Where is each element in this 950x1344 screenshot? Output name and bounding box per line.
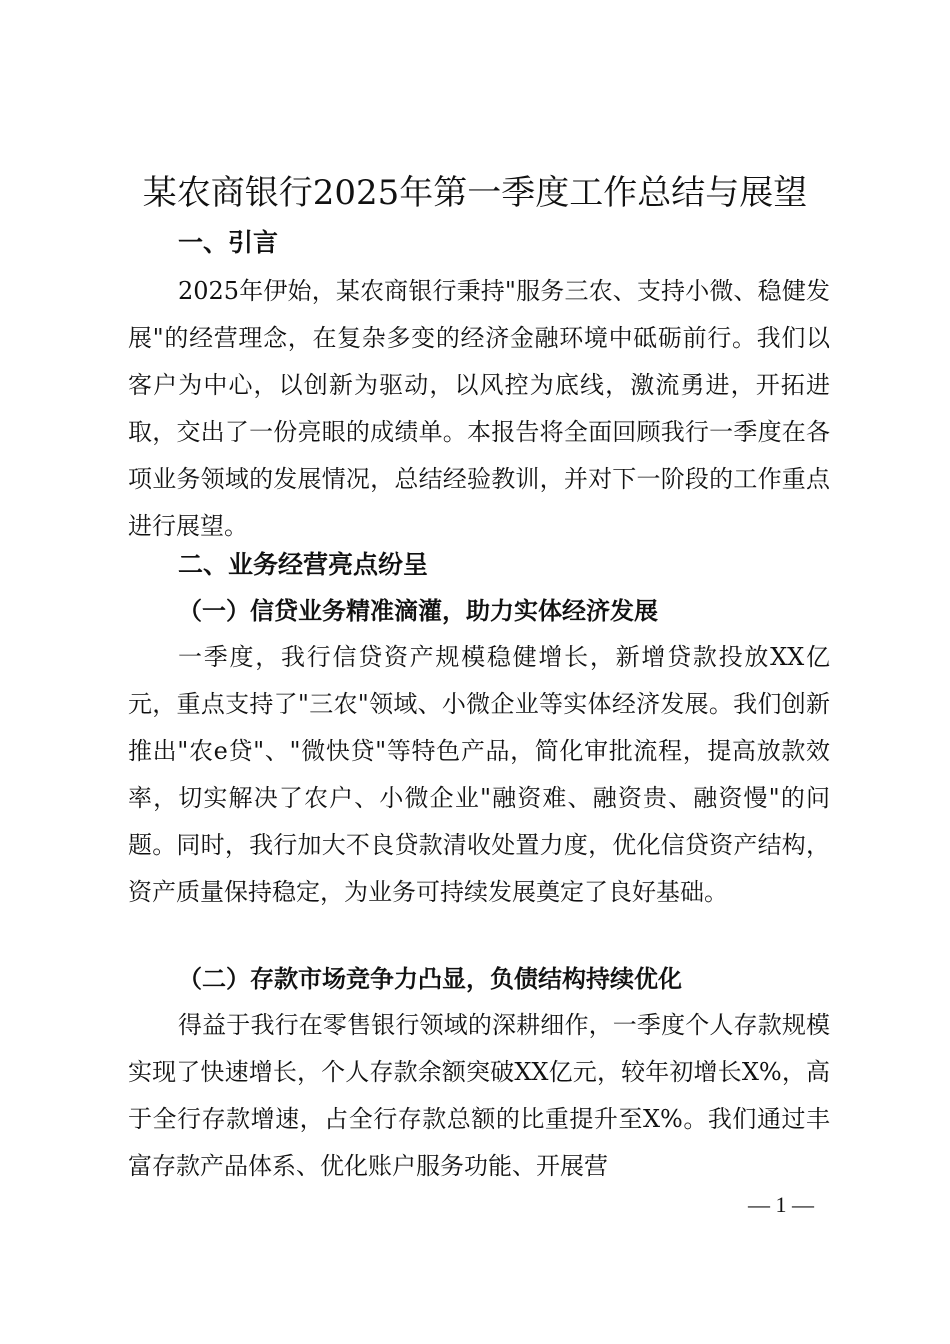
section-heading-business: 二、业务经营亮点纷呈 (178, 550, 429, 579)
subsection-heading-deposit: （二）存款市场竞争力凸显，负债结构持续优化 (178, 964, 682, 993)
section-paragraph-intro: 2025年伊始，某农商银行秉持"服务三农、支持小微、稳健发展"的经营理念，在复杂多变的经济金融环境中砥砺前行。我们以客户为中心，以创新为驱动，以风控为底线，激流勇进，开拓进取，交出了一份亮眼的成绩单。本报告将全面回顾我行一季度在各项业务领域的发展情况，总结经验教训，并对下一阶段的工作重点进行展望。 (128, 277, 830, 540)
document-title: 某农商银行2025年第一季度工作总结与展望 (142, 173, 808, 213)
subsection-paragraph-credit: 一季度，我行信贷资产规模稳健增长，新增贷款投放XX亿元，重点支持了"三农"领域、小微企业等实体经济发展。我们创新推出"农e贷"、"微快贷"等特色产品，简化审批流程，提高放款效率，切实解决了农户、小微企业"融资难、融资贵、融资慢"的问题。同时，我行加大不良贷款清收处置力度，优化信贷资产结构，资产质量保持稳定，为业务可持续发展奠定了良好基础。 (128, 643, 830, 906)
subsection-heading-credit: （一）信贷业务精准滴灌，助力实体经济发展 (178, 596, 658, 625)
subsection-paragraph-deposit: 得益于我行在零售银行领域的深耕细作，一季度个人存款规模实现了快速增长，个人存款余额突破XX亿元，较年初增长X%，高于全行存款增速，占全行存款总额的比重提升至X%。我们通过丰富存款产品体系、优化账户服务功能、开展营 (128, 1011, 830, 1180)
section-heading-intro: 一、引言 (178, 228, 279, 257)
page-number: — 1 — (748, 1192, 814, 1217)
